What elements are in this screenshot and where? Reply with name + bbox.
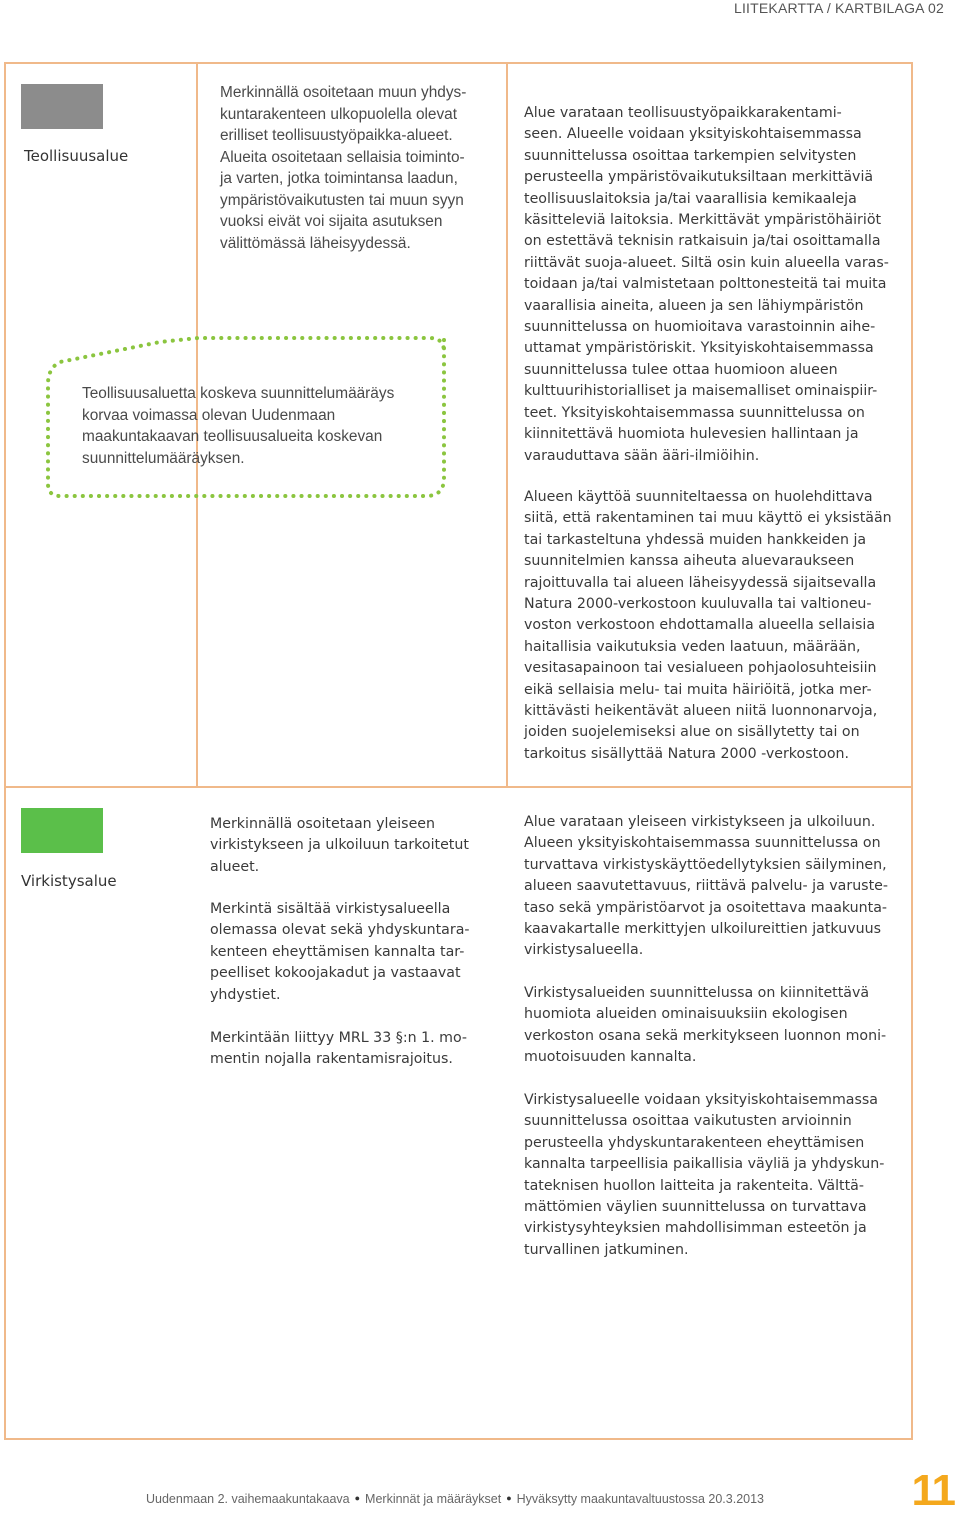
text-line: Natura 2000-verkostoon kuuluvalla tai valtioneu- xyxy=(524,596,872,613)
text-line: peelliset kokoojakadut ja vastaavat xyxy=(210,965,461,982)
text-line: ympäristövaikutusten tai muun syyn xyxy=(220,191,464,209)
text-line: virkistykseen ja ulkoiluun tarkoitetut xyxy=(210,837,469,854)
text-line: kiinnitettävä huomiota hulevesien hallintaan ja xyxy=(524,426,859,443)
text-line: kenteen eheyttämisen kannalta tar- xyxy=(210,943,465,960)
text-line: olemassa olevat sekä yhdyskuntara- xyxy=(210,922,470,939)
text-line: tarkoitus sisällyttää Natura 2000 -verkostoon. xyxy=(524,745,850,762)
text-line: varauduttava sään ääri-ilmiöihin. xyxy=(524,447,760,464)
text-line: mättömien väylien suunnittelussa on turvattava xyxy=(524,1199,867,1216)
text-line: kaavakartalle merkittyjen ulkoilureittien jatkuvuus xyxy=(524,921,881,938)
text-line: rajoittuvalla tai alueen läheisyydessä sijaitsevalla xyxy=(524,574,877,591)
text-line: kannalta tarpeellisia paikallisia väyliä ja yhdyskun- xyxy=(524,1156,885,1173)
text-line: Virkistysalueiden suunnittelussa on kiinnitettävä xyxy=(524,985,870,1001)
text-line: kittävästi heikentävät alueen niitä luonnonarvoja, xyxy=(524,703,878,720)
text-line: voston verkostoon ehdottamalla alueella sellaisia xyxy=(524,617,876,634)
text-line: Alue varataan yleiseen virkistykseen ja ulkoiluun. xyxy=(524,814,876,830)
text-line: suunnitelmien kanssa aiheuta aluevaraukseen xyxy=(524,553,855,570)
text-line: kulttuurihistorialliset ja maisemalliset ominaispiir- xyxy=(524,383,878,400)
text-line: Teollisuusaluetta koskeva suunnittelumääräys xyxy=(82,385,395,402)
recreation-legend-swatch xyxy=(21,808,103,853)
text-line: verkoston osana sekä merkitykseen luonnon moni- xyxy=(524,1027,887,1044)
text-line: suunnittelussa osoittaa vaikutusten arvioinnin xyxy=(524,1113,852,1130)
text-line: Merkinnällä osoitetaan muun yhdys- xyxy=(220,84,467,101)
text-line: virkistysyhteyksien mahdollisimman esteetön ja xyxy=(524,1220,867,1237)
text-line: huomiota alueiden ominaisuuksiin ekologisen xyxy=(524,1006,848,1023)
text-line: suunnittelussa osoittaa tarkempien selvitysten xyxy=(524,147,857,164)
text-line: turvallinen jatkuminen. xyxy=(524,1241,689,1258)
industry-regulation-text-2 xyxy=(524,487,909,765)
text-line: toidaan ja/tai valmistetaan polttonesteitä tai muita xyxy=(524,276,887,293)
text-line: tateknisen huollon laitteita ja rakenteita. Välttä- xyxy=(524,1177,864,1194)
recreation-regulation-text-3 xyxy=(524,1090,909,1261)
text-line: alueet. xyxy=(210,858,260,875)
recreation-regulation-text-2 xyxy=(524,983,909,1069)
text-line: erilliset teollisuustyöpaikka-alueet. xyxy=(220,127,453,144)
text-line: suunnittelussa tulee ottaa huomioon alueen xyxy=(524,361,838,378)
text-line: mentin nojalla rakentamisrajoitus. xyxy=(210,1051,453,1068)
recreation-legend-label: Virkistysalue xyxy=(21,872,117,890)
text-line: Alueita osoitetaan sellaisia toiminto- xyxy=(220,148,465,166)
text-line: Alueen yksityiskohtaisemmassa suunnittelussa on xyxy=(524,835,881,852)
text-line: uttamat ympäristöriskit. Yksityiskohtaisemmassa xyxy=(524,340,874,357)
text-line: seen. Alueelle voidaan yksityiskohtaisemmassa xyxy=(524,126,862,143)
text-line: tai tarkasteltuna yhdessä muiden hankkeiden ja xyxy=(524,531,867,548)
text-line: korvaa voimassa olevan Uudenmaan xyxy=(82,406,336,424)
text-line: taso sekä ympäristöarvot ja osoitettava maakunta- xyxy=(524,899,888,916)
text-line: siitä, että rakentaminen tai muu käyttö ei yksistään xyxy=(524,510,892,527)
text-line: kuntarakenteen ulkopuolella olevat xyxy=(220,105,458,123)
page-footer xyxy=(146,1492,764,1506)
text-line: riittävät suoja-alueet. Siltä osin kuin alueella varas- xyxy=(524,254,889,271)
text-line: turvattava virkistyskäyttöedellytyksien säilyminen, xyxy=(524,856,887,873)
page-header: LIITEKARTTA / KARTBILAGA 02 xyxy=(733,0,944,16)
industry-regulation-text-1 xyxy=(524,103,909,467)
bullet-icon: ● xyxy=(354,1493,361,1503)
text-line: on estettävä teknisin ratkaisuin ja/tai osoittamalla xyxy=(524,233,881,250)
text-line: Virkistysalueelle voidaan yksityiskohtaisemmassa xyxy=(524,1092,878,1108)
text-line: perusteella yhdyskuntarakenteen eheyttämisen xyxy=(524,1134,865,1151)
text-line: maakuntakaavan teollisuusalueita koskevan xyxy=(82,428,383,445)
recreation-regulation-text-1 xyxy=(524,812,909,962)
text-line: eikä sellaisia melu- tai muita häiriöitä, jotka mer- xyxy=(524,681,872,698)
footer-section: Merkinnät ja määräykset xyxy=(365,1492,502,1506)
text-line: vaarallisia aineita, alueen ja sen lähiympäristön xyxy=(524,297,864,314)
text-line: haitallisia vaikutuksia veden laatuun, määrään, xyxy=(524,638,861,655)
recreation-notation-text-3 xyxy=(210,1028,500,1071)
text-line: perusteella ympäristövaikutuksiltaan merkittäviä xyxy=(524,169,874,186)
page-number: 11 xyxy=(911,1466,954,1515)
recreation-notation-text-1 xyxy=(210,814,500,878)
text-line: alueen saavutettavuus, riittävä palvelu- ja varuste- xyxy=(524,878,888,895)
text-line: välittömässä läheisyydessä. xyxy=(220,234,411,252)
footer-approval: Hyväksytty maakuntavaltuustossa 20.3.2013 xyxy=(516,1492,765,1506)
footer-plan-name: Uudenmaan 2. vaihemaakuntakaava xyxy=(146,1492,350,1506)
recreation-notation-text-2 xyxy=(210,899,500,1006)
text-line: käsitteleviä laitoksia. Merkittävät ympäristöhäiriöt xyxy=(524,212,882,229)
bullet-icon: ● xyxy=(506,1493,512,1503)
text-line: suunnittelumääräyksen. xyxy=(82,449,245,467)
text-line: suunnittelussa on huomioitava varastoinnin aihe- xyxy=(524,319,876,336)
industry-note-text xyxy=(82,383,432,469)
text-line: Alue varataan teollisuustyöpaikkarakentami- xyxy=(524,105,842,121)
text-line: joiden suojelemiseksi alue on sisällytetty tai on xyxy=(524,724,860,741)
text-line: ja varten, jotka toimintansa laadun, xyxy=(220,170,458,187)
industry-legend-label: Teollisuusalue xyxy=(24,147,129,165)
text-line: Merkintä sisältää virkistysalueella xyxy=(210,901,451,917)
text-line: virkistysalueella. xyxy=(524,942,644,959)
text-line: Alueen käyttöä suunniteltaessa on huolehdittava xyxy=(524,489,873,505)
text-line: muotoisuuden kannalta. xyxy=(524,1049,697,1066)
text-line: teet. Yksityiskohtaisemmassa suunnittelussa on xyxy=(524,404,865,421)
text-line: Merkintään liittyy MRL 33 §:n 1. mo- xyxy=(210,1030,468,1046)
text-line: vesitasapainoon tai vesialueen pohjaolosuhteisiin xyxy=(524,660,877,677)
text-line: yhdystiet. xyxy=(210,986,281,1003)
text-line: Merkinnällä osoitetaan yleiseen xyxy=(210,816,436,832)
text-line: teollisuuslaitoksia ja/tai vaarallisia kemikaaleja xyxy=(524,190,857,207)
text-line: vuoksi eivät voi sijaita asutuksen xyxy=(220,213,443,230)
